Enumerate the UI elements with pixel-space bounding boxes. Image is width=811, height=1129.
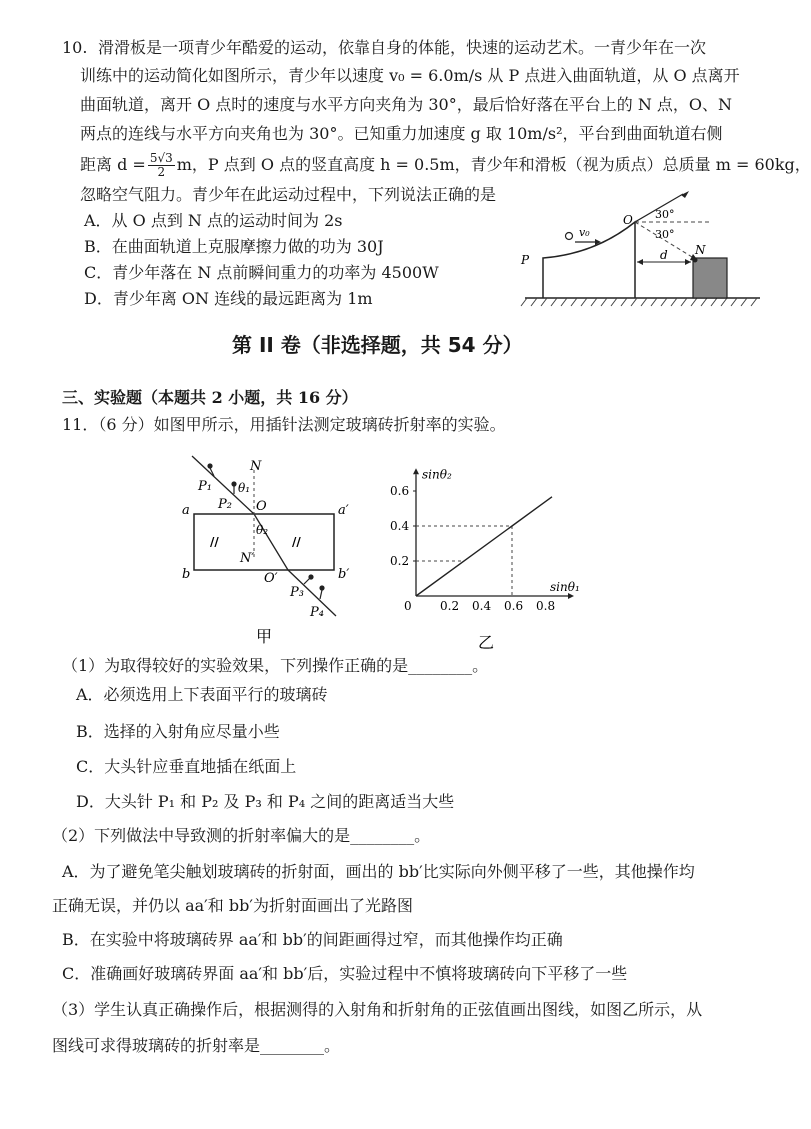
glass-mark-left: // [210,535,219,549]
q11-p1-option-c: C．大头针应垂直地插在纸面上 [76,757,297,776]
label-a: a [182,503,190,518]
d-arrow-left [637,259,643,265]
label-p: P [521,253,530,267]
y-tick-0: 0.2 [390,554,410,568]
q10-number: 10. [62,38,88,57]
label-nprime: N′ [240,551,255,566]
label-theta1: θ₁ [238,481,251,495]
q10-line5-prefix: 距离 d = [80,155,146,174]
y-tick-1: 0.4 [390,519,410,533]
q11-p3-line1: （3）学生认真正确操作后，根据测得的入射角和折射角的正弦值画出图线，如图乙所示，从 [52,1000,703,1019]
q10-option-a: A．从 O 点到 N 点的运动时间为 2s [84,211,343,230]
label-o: O [623,213,633,227]
q11-p1-stem: （1）为取得较好的实验效果，下列操作正确的是________。 [62,656,489,675]
q11-p2-option-c: C．准确画好玻璃砖界面 aa′和 bb′后，实验过程中不慎将玻璃砖向下平移了一些 [62,964,628,983]
fig-yi-chart [390,467,590,652]
q10-line-3: 曲面轨道，离开 O 点时的速度与水平方向夹角为 30°，最后恰好落在平台上的 N 点，O、N [80,95,733,114]
skater-ball [566,233,573,240]
q11-p1-option-a: A．必须选用上下表面平行的玻璃砖 [76,685,328,704]
x-tick-3: 0.8 [536,599,556,613]
label-o: O [256,499,267,514]
label-p1: P₁ [198,479,212,494]
label-bprime: b′ [338,567,350,582]
angle-2: 30° [655,228,675,241]
q11-p2-option-b: B．在实验中将玻璃砖界 aa′和 bb′的间距画得过窄，而其他操作均正确 [62,930,563,949]
q10-fraction [148,152,175,179]
y-axis-arrow [413,468,419,474]
v0-label: v₀ [579,226,590,239]
y-axis-label: sinθ₂ [422,467,452,482]
q11-p2-option-a-line2: 正确无误，并仍以 aa′和 bb′为折射面画出了光路图 [52,896,414,915]
ground-hatch [521,298,757,306]
y-tick-2: 0.6 [390,484,410,498]
x-tick-0: 0.2 [440,599,460,613]
label-aprime: a′ [338,503,349,518]
velocity-arrowhead [681,191,689,198]
label-p4: P₄ [310,605,324,620]
q10-line-1: 滑滑板是一项青少年酷爱的运动，依靠自身的体能，快速的运动艺术。一青少年在一次 [98,38,707,57]
label-n: N [250,459,262,474]
q10-option-b: B．在曲面轨道上克服摩擦力做的功为 30J [84,237,384,256]
x-axis-label: sinθ₁ [550,580,580,594]
caption-jia: 甲 [256,627,273,646]
glass-mark-right: // [292,535,301,549]
q10-option-d: D．青少年离 ON 连线的最远距离为 1m [84,289,373,308]
label-d: d [660,248,668,262]
x-tick-1: 0.4 [472,599,492,613]
origin-label: 0 [404,599,412,613]
q11-intro: 11．（6 分）如图甲所示，用插针法测定玻璃砖折射率的实验。 [62,415,506,434]
label-b: b [182,567,191,582]
q10-frac-num: 5√3 [149,151,173,165]
q10-line5-suffix: m，P 点到 O 点的竖直高度 h = 0.5m，青少年和滑板（视为质点）总质量 m = 60kg， [176,155,811,174]
q11-p1-option-d: D．大头针 P₁ 和 P₂ 及 P₃ 和 P₄ 之间的距离适当大些 [76,792,455,811]
x-tick-2: 0.6 [504,599,524,613]
q10-line-4: 两点的连线与水平方向夹角也为 30°。已知重力加速度 g 取 10m/s²，平台到曲面轨道右侧 [80,124,723,143]
label-p3: P₃ [290,585,304,600]
q10-option-c: C．青少年落在 N 点前瞬间重力的功率为 4500W [84,263,439,282]
section-2-title: 第 II 卷（非选择题，共 54 分） [232,333,523,357]
point-n-dot [693,258,698,263]
caption-yi: 乙 [478,633,495,652]
q10-line-2: 训练中的运动简化如图所示，青少年以速度 v₀ = 6.0m/s 从 P 点进入曲面轨道，从 O 点离开 [80,66,740,85]
fig-jia [170,450,370,650]
q11-p2-option-a-line1: A．为了避免笔尖触划玻璃砖的折射面，画出的 bb′比实际向外侧平移了一些，其他操作均 [62,862,695,881]
data-series-line [416,497,552,596]
q11-p3-line2: 图线可求得玻璃砖的折射率是________。 [52,1036,341,1055]
q11-p2-stem: （2）下列做法中导致测的折射率偏大的是________。 [52,826,431,845]
angle-1: 30° [655,208,675,221]
label-p2: P₂ [218,497,232,512]
q10-line-6: 忽略空气阻力。青少年在此运动过程中，下列说法正确的是 [80,185,497,204]
label-n: N [695,243,706,257]
q11-p1-option-b: B．选择的入射角应尽量小些 [76,722,280,741]
section-3-heading: 三、实验题（本题共 2 小题，共 16 分） [62,388,358,407]
label-theta2: θ₂ [256,523,269,537]
q10-frac-den: 2 [157,165,166,179]
q10-figure [515,196,765,314]
platform [693,258,727,298]
label-oprime: O′ [264,571,278,586]
q10-line-5 [80,150,811,180]
